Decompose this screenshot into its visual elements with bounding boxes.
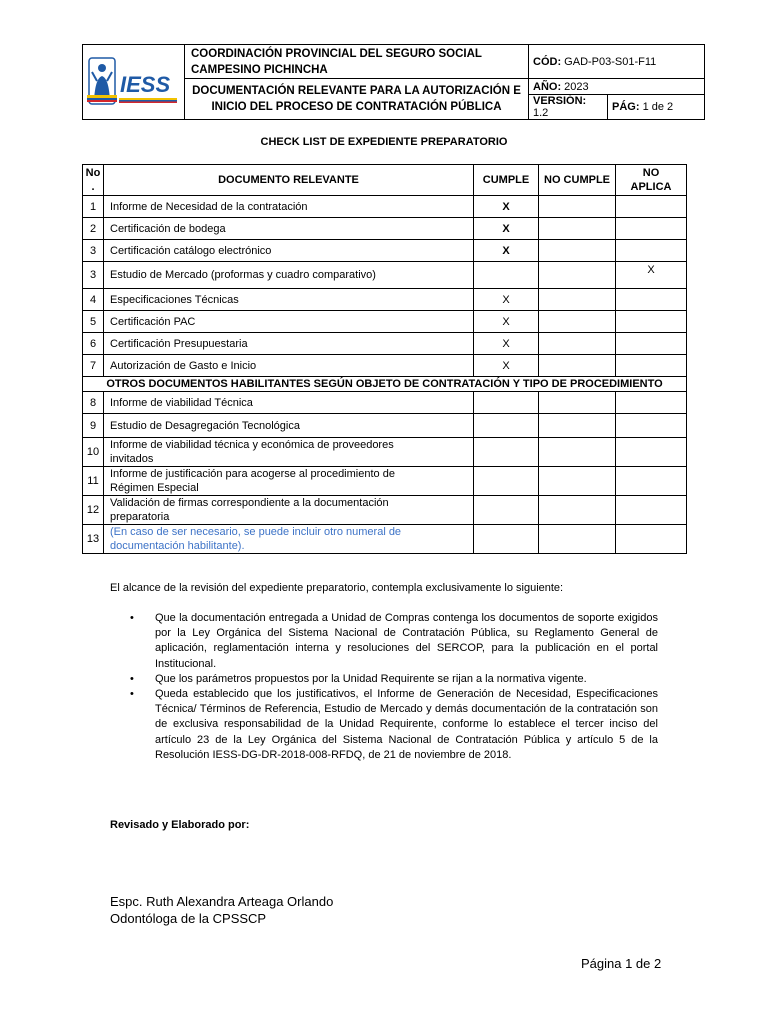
row-cumple: [474, 414, 539, 438]
col-doc-header: DOCUMENTO RELEVANTE: [104, 165, 474, 196]
table-row: [83, 496, 687, 525]
row-number: 8: [83, 392, 104, 414]
row-no-cumple: [539, 218, 616, 240]
row-no-aplica: [616, 392, 687, 414]
row-document: Informe de viabilidad Técnica: [104, 392, 474, 414]
row-cumple: X: [474, 355, 539, 377]
pag-cell: PÁG: 1 de 2: [608, 95, 705, 120]
row-no-cumple: [539, 496, 616, 525]
row-cumple: X: [474, 311, 539, 333]
row-cumple: [474, 467, 539, 496]
row-cumple: [474, 525, 539, 554]
row-number: 11: [83, 467, 104, 496]
row-no-cumple: [539, 467, 616, 496]
table-row: [83, 196, 687, 218]
scope-bullet-list: [110, 611, 658, 763]
row-number: 4: [83, 289, 104, 311]
row-no-aplica: [616, 240, 687, 262]
checklist-table: [82, 164, 687, 554]
row-number: 5: [83, 311, 104, 333]
row-cumple: X: [474, 289, 539, 311]
row-cumple: [474, 392, 539, 414]
table-row: [83, 438, 687, 467]
row-no-aplica: X: [616, 262, 687, 289]
table-row: [83, 311, 687, 333]
checklist-title: CHECK LIST DE EXPEDIENTE PREPARATORIO: [260, 136, 508, 148]
row-no-cumple: [539, 196, 616, 218]
page-footer: Página 1 de 2: [581, 956, 662, 971]
row-number: 13: [83, 525, 104, 554]
table-row: [83, 262, 687, 289]
signature-name: Espc. Ruth Alexandra Arteaga Orlando: [110, 894, 334, 909]
table-row: [83, 467, 687, 496]
row-number: 3: [83, 262, 104, 289]
svg-text:IESS: IESS: [120, 71, 171, 97]
table-row: [83, 414, 687, 438]
row-no-aplica: [616, 218, 687, 240]
document-header: [82, 44, 705, 120]
col-cumple-header: CUMPLE: [474, 165, 539, 196]
row-no-aplica: [616, 467, 687, 496]
row-no-aplica: [616, 414, 687, 438]
table-header-row: [83, 165, 687, 196]
org-title: COORDINACIÓN PROVINCIAL DEL SEGURO SOCIAL CAMPESINO PICHINCHA: [185, 45, 529, 79]
row-no-aplica: [616, 311, 687, 333]
bullet-icon: •: [130, 688, 134, 701]
table-row: [83, 289, 687, 311]
col-no-header: No .: [83, 165, 104, 196]
row-document: Informe de viabilidad técnica y económica de proveedores invitados: [104, 438, 474, 467]
row-cumple: [474, 262, 539, 289]
row-no-aplica: [616, 196, 687, 218]
row-no-aplica: [616, 438, 687, 467]
row-no-aplica: [616, 289, 687, 311]
revisado-label: Revisado y Elaborado por:: [110, 819, 250, 831]
version-cell: VERSIÓN: 1.2: [529, 95, 608, 120]
row-document-placeholder: (En caso de ser necesario, se puede incluir otro numeral de documentación habilitante).: [104, 525, 474, 554]
row-number: 12: [83, 496, 104, 525]
table-row: [83, 240, 687, 262]
list-item: • Queda establecido que los justificativos, el Informe de Generación de Necesidad, Especificaciones Técnica/ Términos de Referencia, Estudio de Mercado y demás documentación de la contratación son de exclusiva responsabilidad de la Unidad Requirente, conforme lo establece el tercer inciso del artículo 23 de la Ley Orgánica del Sistema Nacional de Contratación Pública y artículo 5 de la Resolución IESS-DG-DR-2018-008-RFDQ, de 21 de noviembre de 2018.: [130, 688, 658, 761]
row-document: Estudio de Mercado (proformas y cuadro comparativo): [104, 262, 474, 289]
row-no-cumple: [539, 525, 616, 554]
row-no-cumple: [539, 438, 616, 467]
row-no-aplica: [616, 333, 687, 355]
anio-cell: AÑO: 2023: [529, 79, 705, 95]
row-cumple: [474, 438, 539, 467]
col-no-cumple-header: NO CUMPLE: [539, 165, 616, 196]
row-document: Autorización de Gasto e Inicio: [104, 355, 474, 377]
row-number: 9: [83, 414, 104, 438]
table-row: [83, 525, 687, 554]
logo-cell: [83, 45, 185, 120]
iess-logo-icon: [83, 48, 184, 114]
row-no-cumple: [539, 240, 616, 262]
list-item: • Que la documentación entregada a Unidad de Compras contenga los documentos de soporte exigidos por la Ley Orgánica del Sistema Nacional de Contratación Pública, su Reglamento General de aplicación, reglamentación interna y resoluciones del SERCOP, para la publicación en el portal Institucional.: [130, 612, 658, 670]
row-number: 6: [83, 333, 104, 355]
row-no-aplica: [616, 496, 687, 525]
row-no-cumple: [539, 262, 616, 289]
row-no-cumple: [539, 414, 616, 438]
row-cumple: X: [474, 333, 539, 355]
row-document: Informe de justificación para acogerse al procedimiento de Régimen Especial: [104, 467, 474, 496]
row-number: 1: [83, 196, 104, 218]
doc-title: DOCUMENTACIÓN RELEVANTE PARA LA AUTORIZACIÓN E INICIO DEL PROCESO DE CONTRATACIÓN PÚBLICA: [185, 79, 529, 120]
row-no-cumple: [539, 289, 616, 311]
table-row: [83, 333, 687, 355]
bullet-icon: •: [130, 612, 134, 624]
row-number: 3: [83, 240, 104, 262]
row-document: Certificación catálogo electrónico: [104, 240, 474, 262]
bullet-icon: •: [130, 672, 134, 685]
row-cumple: X: [474, 218, 539, 240]
row-number: 2: [83, 218, 104, 240]
row-cumple: X: [474, 240, 539, 262]
row-no-cumple: [539, 392, 616, 414]
row-document: Certificación de bodega: [104, 218, 474, 240]
section-header-row: [83, 377, 687, 392]
table-row: [83, 218, 687, 240]
col-no-aplica-header: NO APLICA: [616, 165, 687, 196]
row-document: Informe de Necesidad de la contratación: [104, 196, 474, 218]
signature-role: Odontóloga de la CPSSCP: [110, 911, 267, 926]
row-no-cumple: [539, 311, 616, 333]
row-cumple: [474, 496, 539, 525]
row-number: 7: [83, 355, 104, 377]
row-document: Certificación Presupuestaria: [104, 333, 474, 355]
cod-cell: CÓD: GAD-P03-S01-F11: [529, 45, 705, 79]
section-title: OTROS DOCUMENTOS HABILITANTES SEGÚN OBJETO DE CONTRATACIÓN Y TIPO DE PROCEDIMIENTO: [83, 377, 687, 392]
row-no-cumple: [539, 355, 616, 377]
table-row: [83, 392, 687, 414]
list-item: • Que los parámetros propuestos por la Unidad Requirente se rijan a la normativa vigente.: [110, 672, 658, 687]
row-no-aplica: [616, 355, 687, 377]
row-no-aplica: [616, 525, 687, 554]
row-no-cumple: [539, 333, 616, 355]
table-row: [83, 355, 687, 377]
row-document: Estudio de Desagregación Tecnológica: [104, 414, 474, 438]
scope-intro: El alcance de la revisión del expediente preparatorio, contempla exclusivamente lo siguiente:: [110, 582, 564, 594]
row-cumple: X: [474, 196, 539, 218]
row-document: Certificación PAC: [104, 311, 474, 333]
row-document: Validación de firmas correspondiente a la documentación preparatoria: [104, 496, 474, 525]
row-number: 10: [83, 438, 104, 467]
row-document: Especificaciones Técnicas: [104, 289, 474, 311]
